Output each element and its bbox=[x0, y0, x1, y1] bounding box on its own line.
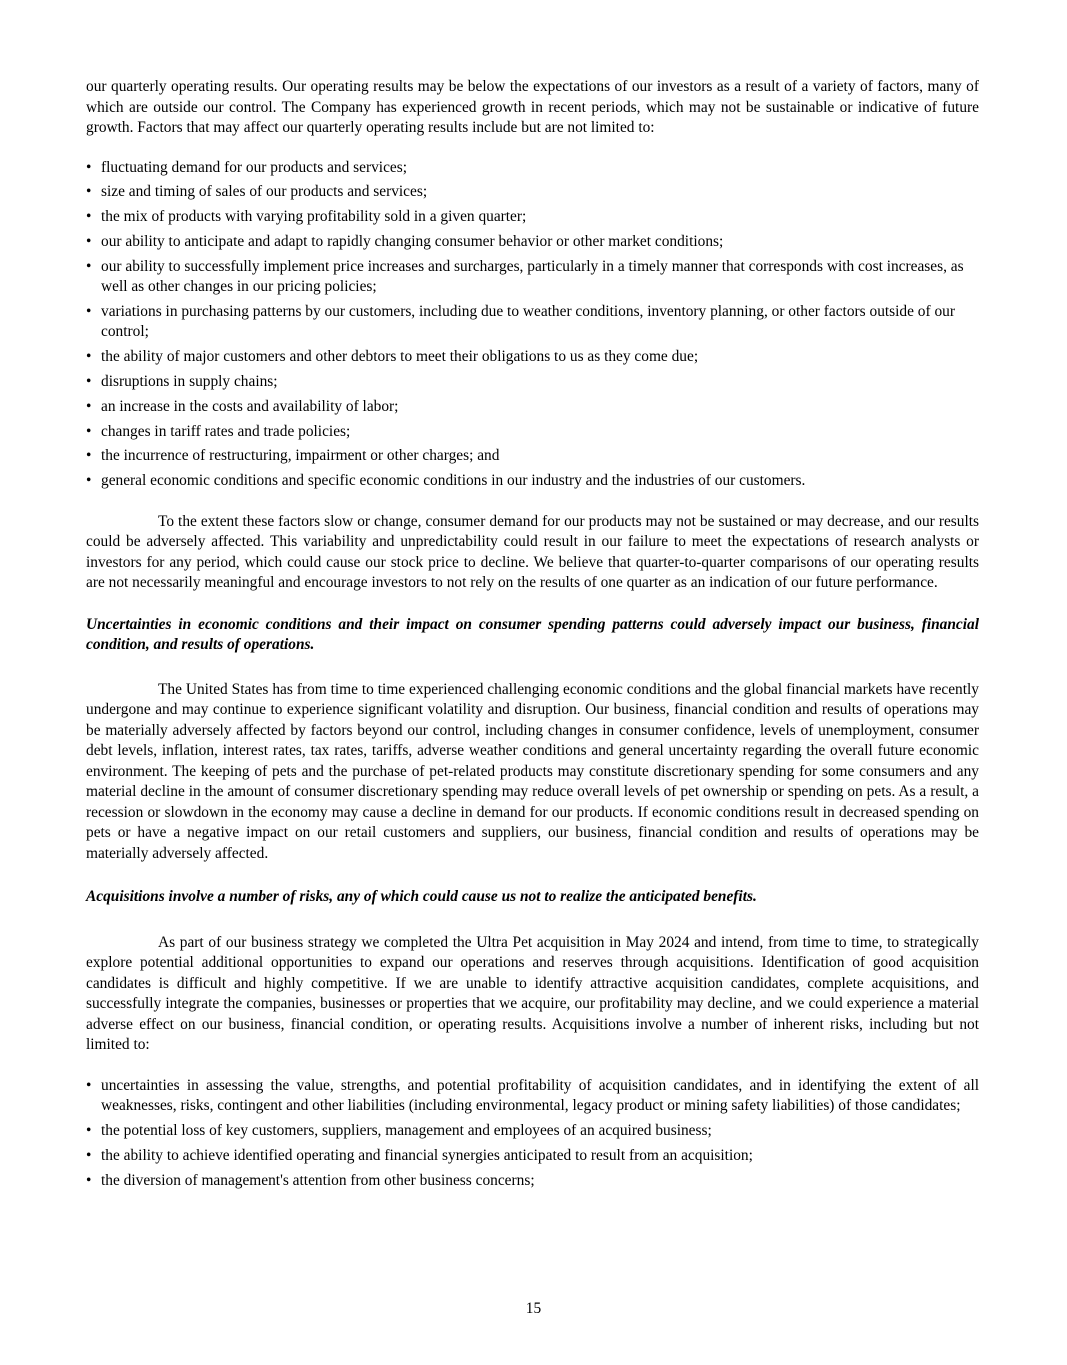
quarterly-factors-list bbox=[86, 158, 979, 492]
list-item: • fluctuating demand for our products and services; bbox=[86, 158, 979, 179]
acquisitions-risk-paragraph: As part of our business strategy we completed the Ultra Pet acquisition in May 2024 and intend, from time to time, to strategically explore potential additional opportunities to expand our operations and reserves through acquisitions. Identification of good acquisition candidates is difficult and highly competitive. If we are unable to identify attractive acquisition candidates, complete acquisitions, and successfully integrate the companies, businesses or properties that we acquire, our profitability may decline, and we could experience a material adverse effect on our business, financial condition, or operating results. Acquisitions involve a number of inherent risks, including but not limited to: bbox=[86, 933, 979, 1054]
list-item: • the incurrence of restructuring, impairment or other charges; and bbox=[86, 446, 979, 467]
list-item: • the potential loss of key customers, suppliers, management and employees of an acquired business; bbox=[86, 1121, 979, 1142]
list-item: • size and timing of sales of our products and services; bbox=[86, 182, 979, 203]
acquisitions-risk-heading: Acquisitions involve a number of risks, any of which could cause us not to realize the anticipated benefits. bbox=[86, 888, 757, 906]
economic-risk-heading: Uncertainties in economic conditions and their impact on consumer spending patterns could adversely impact our business, financial condition, and results of operations. bbox=[86, 615, 979, 654]
page-content bbox=[86, 77, 979, 1195]
list-item: • an increase in the costs and availability of labor; bbox=[86, 397, 979, 418]
list-item: • changes in tariff rates and trade policies; bbox=[86, 422, 979, 443]
economic-risk-paragraph: The United States has from time to time experienced challenging economic conditions and the global financial markets have recently undergone and may continue to experience significant volatility and disruption. Our business, financial condition and results of operations may be materially adversely affected by factors beyond our control, including changes in consumer confidence, levels of unemployment, consumer debt levels, inflation, interest rates, tax rates, tariffs, adverse weather conditions and general uncertainty regarding the overall future economic environment. The keeping of pets and the purchase of pet-related products may constitute discretionary spending for some consumers and any material decline in the amount of consumer discretionary spending may reduce overall levels of pet ownership or spending on pets. As a result, a recession or slowdown in the economy may cause a decline in demand for our products. If economic conditions result in decreased spending on pets or have a negative impact on our retail customers and suppliers, our business, financial condition and results of operations may be materially adversely affected. bbox=[86, 680, 979, 862]
list-item: • variations in purchasing patterns by our customers, including due to weather conditions, inventory planning, or other factors outside of our control; bbox=[86, 302, 979, 343]
list-item: • the ability of major customers and other debtors to meet their obligations to us as they come due; bbox=[86, 347, 979, 368]
list-item: • the ability to achieve identified operating and financial synergies anticipated to result from an acquisition; bbox=[86, 1146, 979, 1167]
list-item: • general economic conditions and specific economic conditions in our industry and the industries of our customers. bbox=[86, 471, 979, 492]
intro-paragraph: our quarterly operating results. Our operating results may be below the expectations of our investors as a result of a variety of factors, many of which are outside our control. The Company has experienced growth in recent periods, which may not be sustainable or indicative of future growth. Factors that may affect our quarterly operating results include but are not limited to: bbox=[86, 78, 979, 136]
acquisition-risks-list bbox=[86, 1076, 979, 1191]
extent-paragraph: To the extent these factors slow or change, consumer demand for our products may not be sustained or may decrease, and our results could be adversely affected. This variability and unpredictability could result in our failure to meet the expectations of research analysts or investors for any period, which could cause our stock price to decline. We believe that quarter-to-quarter comparisons of our operating results are not necessarily meaningful and encourage investors to not rely on the results of one quarter as an indication of our future performance. bbox=[86, 512, 979, 592]
page-number: 15 bbox=[525, 1300, 542, 1317]
list-item: • the mix of products with varying profitability sold in a given quarter; bbox=[86, 207, 979, 228]
list-item: • our ability to anticipate and adapt to rapidly changing consumer behavior or other market conditions; bbox=[86, 232, 979, 253]
list-item: • our ability to successfully implement price increases and surcharges, particularly in a timely manner that corresponds with cost increases, as well as other changes in our pricing policies; bbox=[86, 257, 979, 298]
list-item: • uncertainties in assessing the value, strengths, and potential profitability of acquisition candidates, and in identifying the extent of all weaknesses, risks, contingent and other liabilities (including environmental, legacy product or mining safety liabilities) of those candidates; bbox=[86, 1076, 979, 1117]
list-item: • disruptions in supply chains; bbox=[86, 372, 979, 393]
list-item: • the diversion of management's attention from other business concerns; bbox=[86, 1171, 979, 1192]
